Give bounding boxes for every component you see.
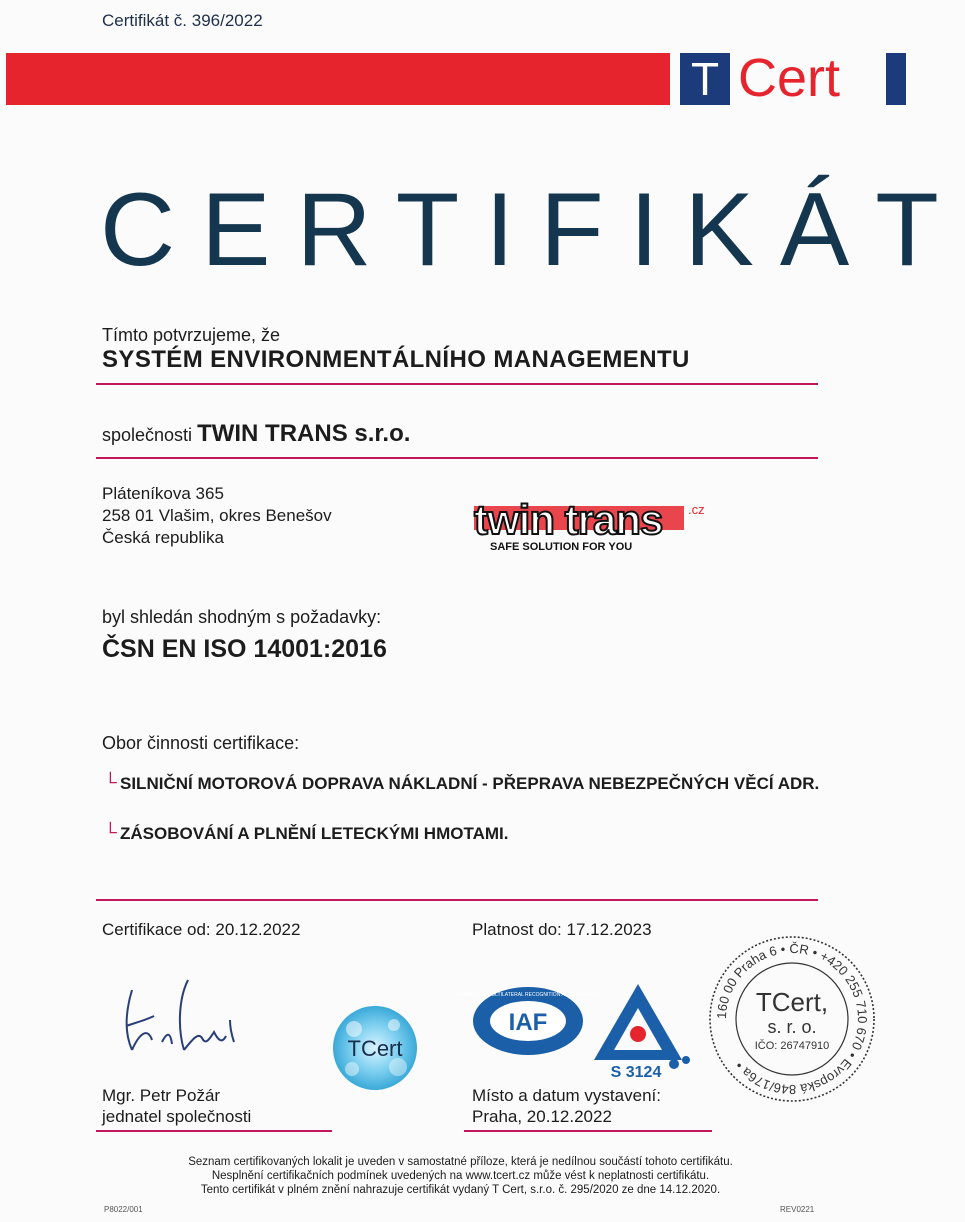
tcert-logo-word: Cert [738,48,841,108]
header-red-band [6,53,670,105]
iaf-text: IAF [508,1009,548,1036]
footer-line: Nesplnění certifikačních podmínek uvedených na www.tcert.cz může vést k neplatnosti certifikátu. [211,1170,710,1182]
footer-notes [0,1155,921,1197]
stamp-form: s. r. o. [767,1017,817,1037]
company-name: TWIN TRANS s.r.o. [197,420,411,447]
tcert-logo-t: T [680,53,730,105]
address-line: Česká republika [102,528,224,547]
footer-line: Seznam certifikovaných lokalit je uveden v samostatné příloze, která je nedílnou součástí tohoto certifikátu. [188,1156,733,1168]
logo-tagline: SAFE SOLUTION FOR YOU [490,541,633,553]
company-address [102,483,332,549]
divider [96,383,818,385]
divider [96,899,818,901]
scope-item-text: ZÁSOBOVÁNÍ A PLNĚNÍ LETECKÝMI HMOTAMI. [120,824,509,843]
divider [96,457,818,459]
issue-value: Praha, 20.12.2022 [472,1107,612,1126]
stamp-company: TCert, [755,987,829,1017]
address-line: 258 01 Vlašim, okres Benešov [102,506,332,525]
divider [464,1130,712,1132]
logo-text: twin trans [474,496,663,543]
stamp-ring-text: 160 00 Praha 6 • ČR • +420 255 710 670 • Evropská 846/176a • [713,940,871,1098]
accreditation-number: S 3124 [610,1064,662,1081]
scope-label: Obor činnosti certifikace: [102,733,300,753]
company-line [102,420,410,448]
certification-from: Certifikace od: 20.12.2022 [102,920,301,939]
header-blue-bar [886,53,906,105]
company-prefix: společnosti [102,425,193,445]
iaf-logo [455,985,601,1057]
divider [96,1130,332,1132]
logo-suffix: .cz [688,502,705,517]
accreditation-logo [588,980,696,1080]
bullet-mark: └ [104,772,117,792]
company-stamp [708,935,876,1103]
certificate-title: CERTIFIKÁT [100,172,965,288]
issue-label: Místo a datum vystavení: [472,1086,661,1105]
scope-item-text: SILNIČNÍ MOTOROVÁ DOPRAVA NÁKLADNÍ - PŘEPRAVA NEBEZPEČNÝCH VĚCÍ ADR. [120,774,820,793]
signatory-role: jednatel společnosti [102,1107,252,1126]
intro-text: Tímto potvrzujeme, že [102,325,281,345]
hologram-seal [332,1005,418,1091]
bullet-mark: └ [104,822,117,842]
signatory-name: Mgr. Petr Požár [102,1086,221,1105]
issue-place-date [472,1085,661,1127]
certificate-number: Certifikát č. 396/2022 [102,11,263,30]
footer-line: Tento certifikát v plném znění nahrazuje certifikát vydaný T Cert, s.r.o. č. 295/2020 ze dne 14.12.2020. [200,1184,721,1196]
stamp-ico: IČO: 26747910 [754,1040,830,1052]
iaf-ring-text: MEMBER OF MULTILATERAL RECOGNITION ARRANGEMENT [455,992,601,998]
address-line: Pláteníkova 365 [102,484,224,503]
hologram-text: TCert [347,1036,403,1061]
compliance-label: byl shledán shodným s požadavky: [102,607,382,627]
form-code: P8022/001 [104,1205,143,1214]
system-name: SYSTÉM ENVIRONMENTÁLNÍHO MANAGEMENTU [102,346,690,373]
revision-code: REV0221 [780,1205,815,1214]
valid-until: Platnost do: 17.12.2023 [472,920,652,939]
signature [118,970,248,1065]
standard-name: ČSN EN ISO 14001:2016 [102,635,387,663]
signatory [102,1085,251,1127]
twin-trans-logo [470,492,722,554]
